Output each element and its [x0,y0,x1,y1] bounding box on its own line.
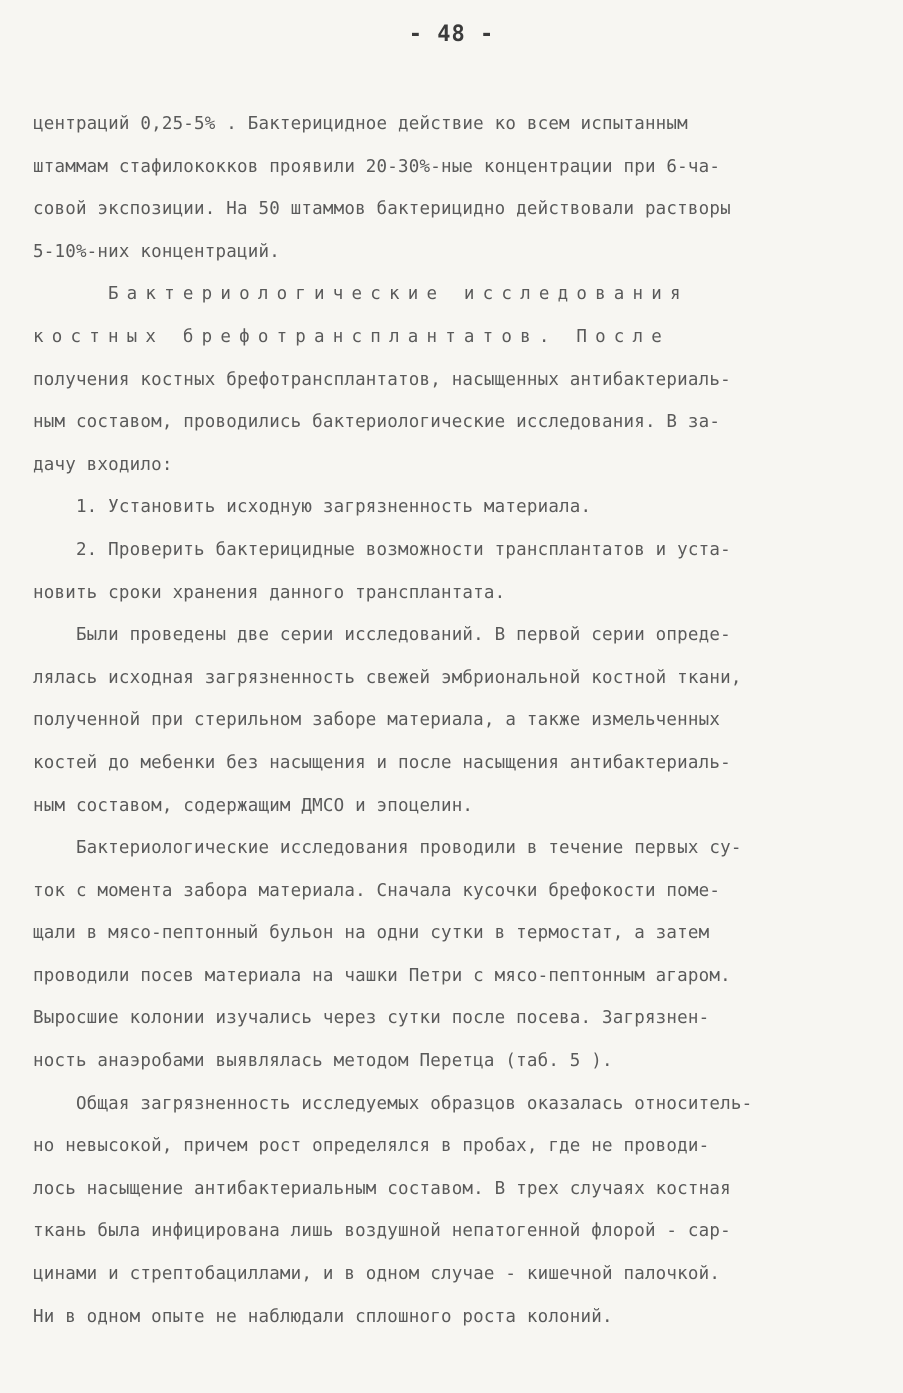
text-line: ность анаэробами выявлялась методом Перетца (таб. 5 ). [33,1051,613,1072]
text-line: ткань была инфицирована лишь воздушной непатогенной флорой - сар- [33,1221,731,1242]
text-line: Бактериологические исследования проводили в течение первых су- [33,838,742,859]
text-line: но невысокой, причем рост определялся в пробах, где не проводи- [33,1136,710,1157]
text-line: проводили посев материала на чашки Петри с мясо-пептонным агаром. [33,965,731,986]
text-line: центраций 0,25-5% . Бактерицидное действие ко всем испытанным [33,114,688,134]
text-line: полученной при стерильном заборе материала, а также измельченных [33,710,721,731]
section-heading-line: костных брефотрансплантатов. После [33,326,671,347]
text-line: лялась исходная загрязненность свежей эмбриональной костной ткани, [33,667,742,688]
text-line: щали в мясо-пептонный бульон на одни сутки в термостат, а затем [33,923,710,944]
text-line: дачу входило: [33,454,173,475]
text-line: цинами и стрептобациллами, и в одном случае - кишечной палочкой. [33,1264,721,1285]
text-line: ным составом, проводились бактериологические исследования. В за- [33,412,721,433]
body-text [33,103,881,1338]
section-heading-line: Бактериологические исследования [33,284,689,305]
text-line: 2. Проверить бактерицидные возможности трансплантатов и уста- [33,539,731,560]
text-line: ток с момента забора материала. Сначала кусочки брефокости поме- [33,880,721,901]
text-line: 5-10%-них концентраций. [33,241,280,262]
text-line: новить сроки хранения данного трансплантата. [33,582,506,603]
text-line: Выросшие колонии изучались через сутки после посева. Загрязнен- [33,1008,710,1029]
text-line: Общая загрязненность исследуемых образцов оказалась относитель- [33,1093,753,1114]
text-line: Были проведены две серии исследований. В первой серии опреде- [33,625,731,646]
text-line: ным составом, содержащим ДМСО и эпоцелин. [33,795,474,816]
text-line: совой экспозиции. На 50 штаммов бактерицидно действовали растворы [33,199,731,220]
text-line: получения костных брефотрансплантатов, насыщенных антибактериаль- [33,369,731,390]
page-number: - 48 - [408,22,495,47]
text-line: Ни в одном опыте не наблюдали сплошного роста колоний. [33,1306,613,1327]
text-line: лось насыщение антибактериальным составом. В трех случаях костная [33,1178,731,1199]
text-line: 1. Установить исходную загрязненность материала. [33,497,592,518]
text-line: штаммам стафилококков проявили 20-30%-ные концентрации при 6-ча- [33,156,721,177]
text-line: костей до мебенки без насыщения и после насыщения антибактериаль- [33,752,731,773]
